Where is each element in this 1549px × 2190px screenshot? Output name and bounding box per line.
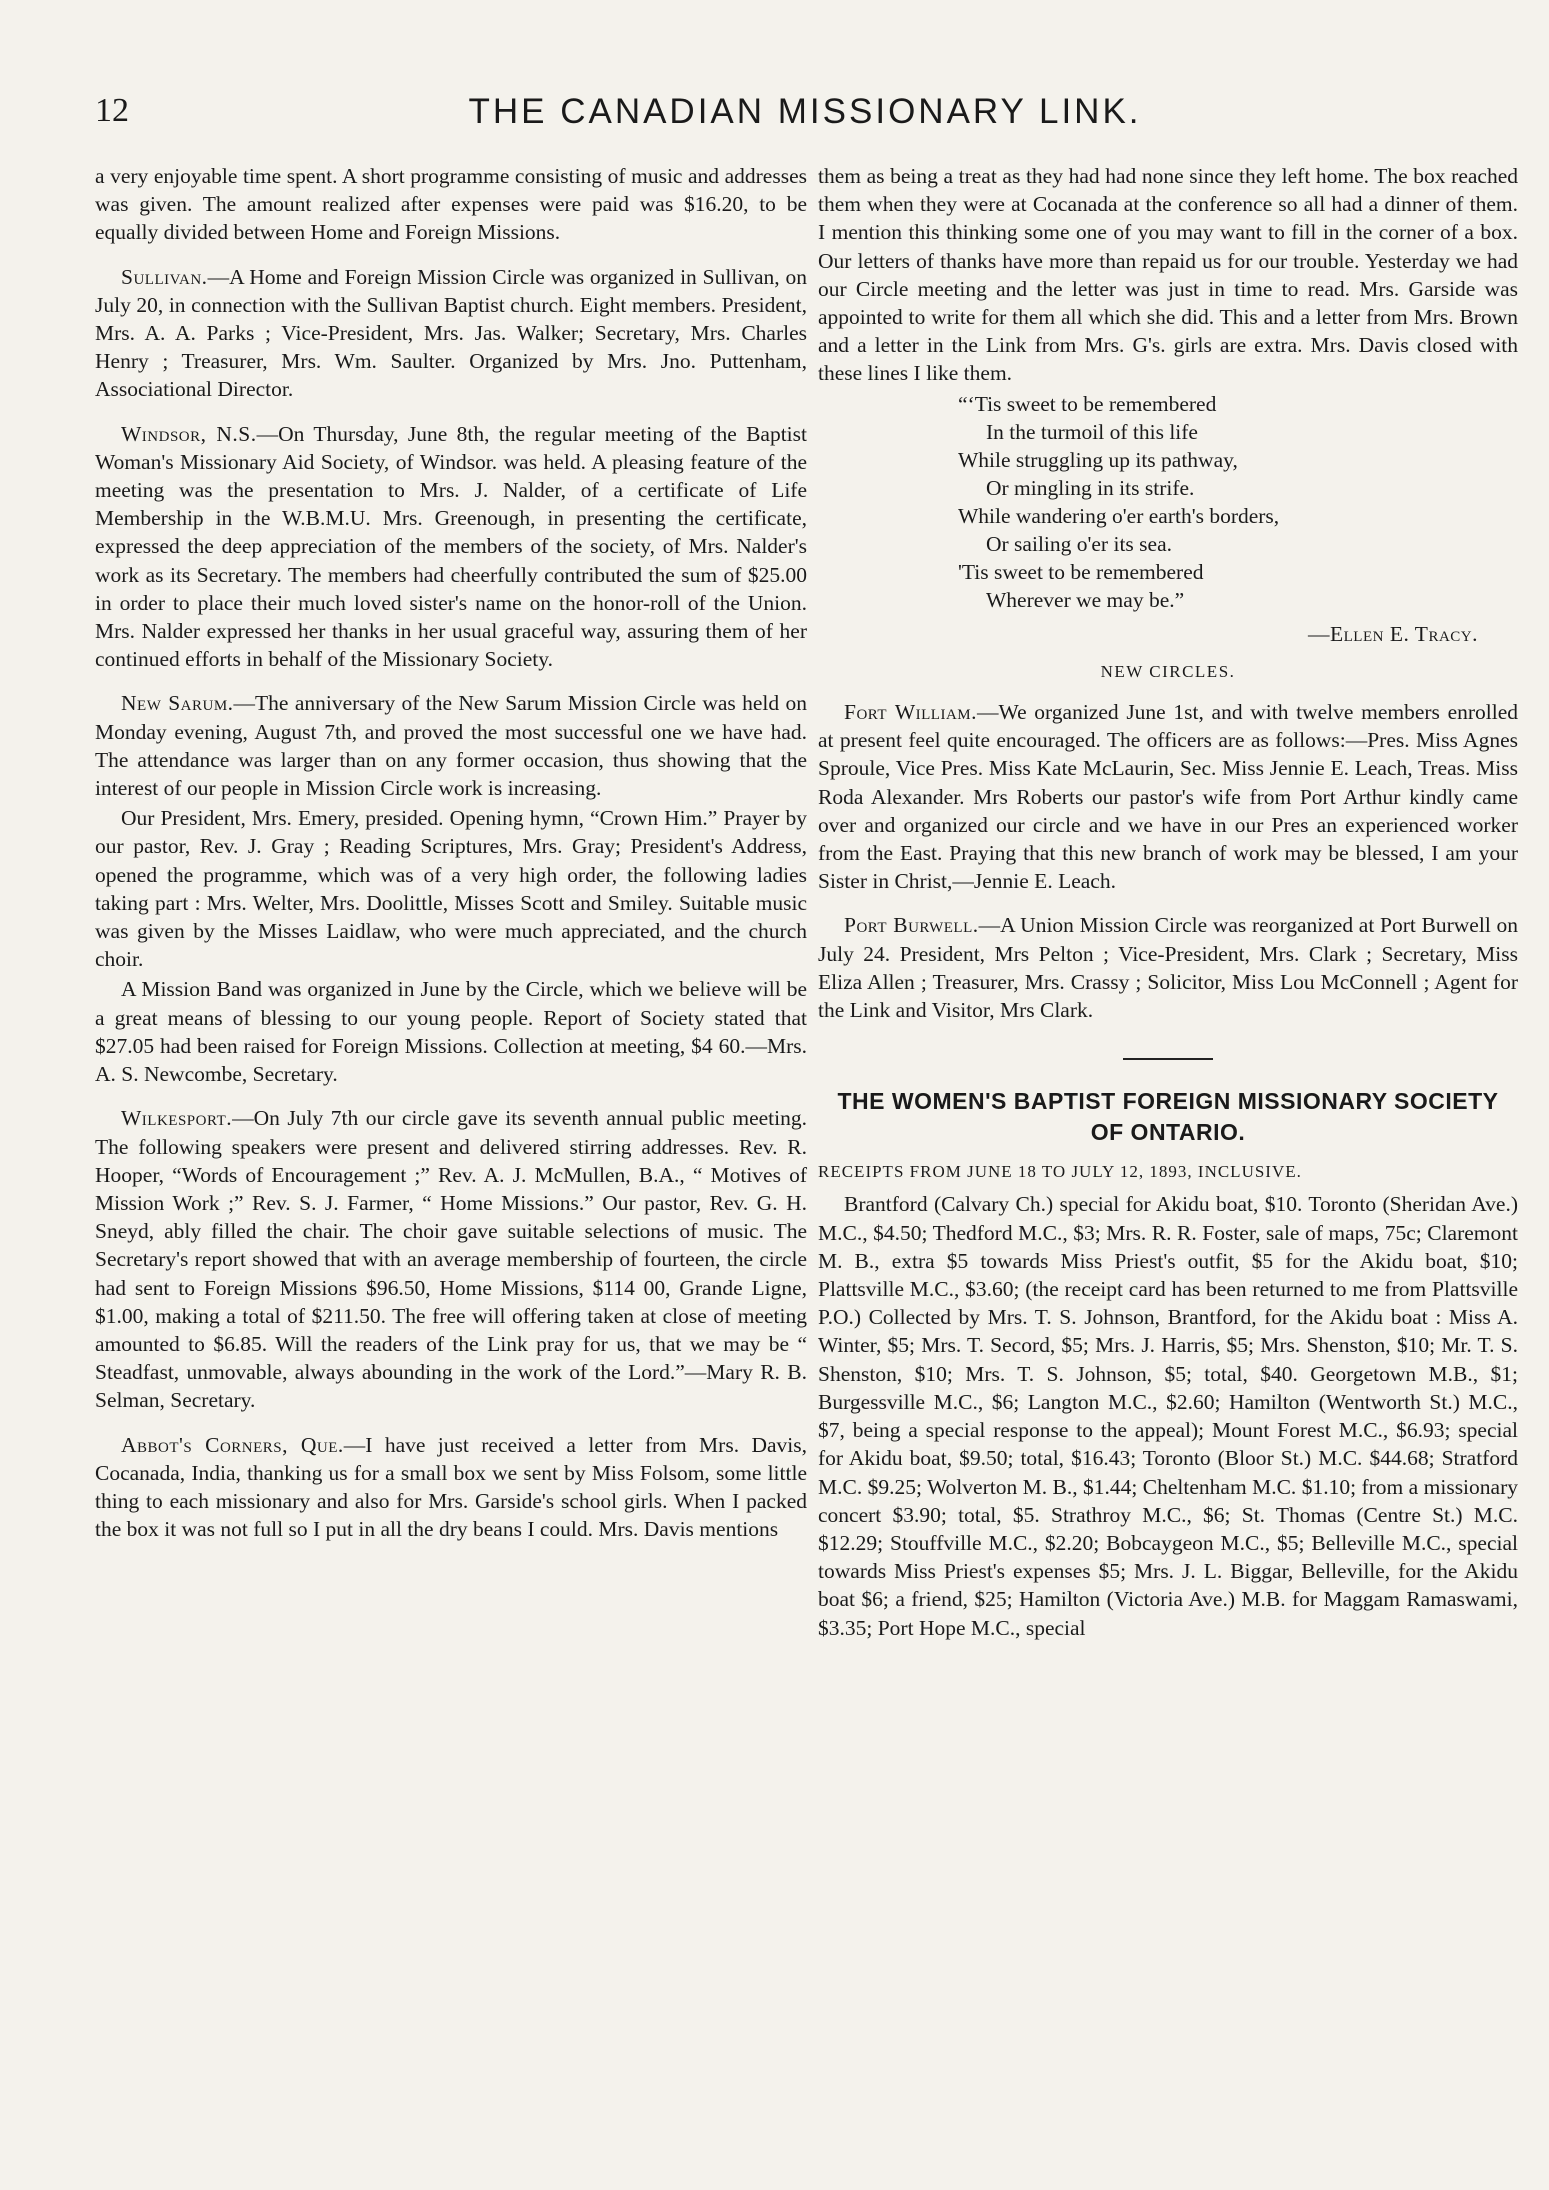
poem-line: “‘Tis sweet to be remembered (958, 391, 1217, 416)
article-paragraph: Our President, Mrs. Emery, presided. Opening hymn, “Crown Him.” Prayer by our pastor, Rev. J. Gray ; Reading Scriptures, Mrs. Gray; President's Address, opened the programme, which was of a very high order, the following ladies taking part : Mrs. Welter, Mrs. Doolittle, Misses Scott and Smiley. Suitable music was given by the Misses Laidlaw, who were much appreciated, and the church choir. (95, 806, 807, 972)
poem-line: Or mingling in its strife. (986, 475, 1195, 500)
place-name: Windsor, N.S. (121, 421, 257, 446)
poem-line: While wandering o'er earth's borders, (958, 503, 1280, 528)
place-name: Abbot's Corners, Que. (121, 1432, 344, 1457)
place-name: Port Burwell. (844, 913, 979, 938)
right-column (818, 162, 1518, 1658)
article-paragraph: them as being a treat as they had had none since they left home. The box reached them when they were at Cocanada at the conference so all had a dinner of them. I mention this thinking some one of you may want to fill in the corner of a box. Our letters of thanks have more than repaid us for our trouble. Yesterday we had our Circle meeting and the letter was just in time to read. Mrs. Garside was appointed to write for them all which she did. This and a letter from Mrs. Brown and a letter in the Link from Mrs. G's. girls are extra. Mrs. Davis closed with these lines I like them. (818, 164, 1518, 386)
article-paragraph: Windsor, N.S.—On Thursday, June 8th, the regular meeting of the Baptist Woman's Missionary Aid Society, of Windsor. was held. A pleasing feature of the meeting was the presentation to Mrs. J. Nalder, of a certificate of Life Membership in the W.B.M.U. Mrs. Greenough, in presenting the certificate, expressed the deep appreciation of the members of the society, of Mrs. Nalder's work as its Secretary. The members had cheerfully contributed the sum of $25.00 in order to place their much loved sister's name on the honor-roll of the Union. Mrs. Nalder expressed her thanks in her usual graceful way, assuring them of her continued efforts in behalf of the Missionary Society. (95, 421, 807, 672)
article-paragraph: Fort William.—We organized June 1st, and with twelve members enrolled at present feel quite encouraged. The officers are as follows:—Pres. Miss Agnes Sproule, Vice Pres. Miss Kate McLaurin, Sec. Miss Jennie E. Leach, Treas. Miss Roda Alexander. Mrs Roberts our pastor's wife from Port Arthur kindly came over and organized our circle and we have in our Pres an experienced worker from the East. Praying that this new branch of work may be blessed, I am your Sister in Christ,—Jennie E. Leach. (818, 700, 1519, 894)
place-name: Sullivan. (121, 264, 208, 289)
poem-line: Wherever we may be.” (986, 587, 1185, 612)
article-paragraph: Port Burwell.—A Union Mission Circle was reorganized at Port Burwell on July 24. President, Mrs Pelton ; Vice-President, Mrs. Clark ; Secretary, Miss Eliza Allen ; Treasurer, Mrs. Crassy ; Solicitor, Miss Lou McConnell ; Agent for the Link and Visitor, Mrs Clark. (818, 913, 1518, 1023)
society-title: THE WOMEN'S BAPTIST FOREIGN MISSIONARY SOCIETY OF ONTARIO. (837, 1088, 1499, 1146)
poem (958, 390, 1518, 614)
article-paragraph: A Mission Band was organized in June by the Circle, which we believe will be a great means of blessing to our young people. Report of Society stated that $27.05 had been raised for Foreign Missions. Collection at meeting, $4 60.—Mrs. A. S. Newcombe, Secretary. (95, 977, 807, 1087)
article-paragraph: Abbot's Corners, Que.—I have just received a letter from Mrs. Davis, Cocanada, India, thanking us for a small box we sent by Miss Folsom, some little thing to each missionary and also for Mrs. Garside's school girls. When I packed the box it was not full so I put in all the dry beans I could. Mrs. Davis mentions (95, 1432, 807, 1542)
section-divider (1123, 1058, 1213, 1060)
poem-line: While struggling up its pathway, (958, 447, 1238, 472)
place-name: Fort William. (844, 700, 977, 725)
page-number: 12 (95, 92, 129, 129)
journal-title: THE CANADIAN MISSIONARY LINK. (468, 92, 1142, 131)
article-paragraph: a very enjoyable time spent. A short programme consisting of music and addresses was given. The amount realized after expenses were paid was $16.20, to be equally divided between Home and Foreign Missions. (95, 164, 807, 245)
article-paragraph: Sullivan.—A Home and Foreign Mission Circle was organized in Sullivan, on July 20, in connection with the Sullivan Baptist church. Eight members. President, Mrs. A. A. Parks ; Vice-President, Mrs. Jas. Walker; Secretary, Mrs. Charles Henry ; Treasurer, Mrs. Wm. Saulter. Organized by Mrs. Jno. Puttenham, Associational Director. (95, 264, 807, 402)
poem-line: Or sailing o'er its sea. (986, 531, 1172, 556)
section-heading-new-circles: NEW CIRCLES. (1100, 661, 1236, 681)
article-paragraph: New Sarum.—The anniversary of the New Sarum Mission Circle was held on Monday evening, August 7th, and proved the most successful one we have had. The attendance was larger than on any former occasion, thus showing that the interest of our people in Mission Circle work is increasing. (95, 691, 807, 801)
place-name: Wilkesport. (121, 1106, 233, 1131)
left-column (95, 162, 807, 1559)
page-header (95, 92, 1515, 132)
poem-line: In the turmoil of this life (986, 419, 1198, 444)
article-paragraph: Wilkesport.—On July 7th our circle gave its seventh annual public meeting. The following speakers were present and delivered stirring addresses. Rev. R. Hooper, “Words of Encouragement ;” Rev. A. J. McMullen, B.A., “ Motives of Mission Work ;” Rev. S. J. Farmer, “ Home Missions.” Our pastor, Rev. G. H. Sneyd, ably filled the chair. The choir gave suitable selections of music. The Secretary's report showed that with an average membership of fourteen, the circle had sent to Foreign Missions $96.50, Home Missions, $114 00, Grande Ligne, $1.00, making a total of $211.50. The free will offering taken at close of meeting amounted to $6.85. Will the readers of the Link pray for us, that we may be “ Steadfast, unmovable, always abounding in the work of the Lord.”—Mary R. B. Selman, Secretary. (95, 1106, 807, 1413)
place-name: New Sarum. (121, 691, 234, 716)
receipts-heading: RECEIPTS FROM JUNE 18 TO JULY 12, 1893, INCLUSIVE. (818, 1162, 1302, 1182)
poem-line: 'Tis sweet to be remembered (958, 559, 1204, 584)
receipts-list: Brantford (Calvary Ch.) special for Akidu boat, $10. Toronto (Sheridan Ave.) M.C., $4.50; Thedford M.C., $3; Mrs. R. R. Foster, sale of maps, 75c; Claremont M. B., extra $5 towards Miss Priest's outfit, $5 for the Akidu boat, $10; Plattsville M.C., $3.60; (the receipt card has been returned to me from Plattsville P.O.) Collected by Mrs. T. S. Johnson, Brantford, for the Akidu boat : Miss A. Winter, $5; Mrs. T. Secord, $5; Mrs. J. Harris, $5; Mrs. Shenston, $10; Mr. T. S. Shenston, $10; Mrs. T. S. Johnson, $5; total, $40. Georgetown M.B., $1; Burgessville M.C., $6; Langton M.C., $2.60; Hamilton (Wentworth St.) M.C., $7, being a special response to the appeal); Mount Forest M.C., $6.93; special for Akidu boat, $9.50; total, $16.43; Toronto (Bloor St.) M.C. $44.68; Stratford M.C. $9.25; Wolverton M. B., $1.44; Cheltenham M.C. $1.10; from a missionary concert $3.90; total, $5. Strathroy M.C., $6; St. Thomas (Centre St.) M.C. $12.29; Stouffville M.C., $2.20; Bobcaygeon M.C., $5; Belleville M.C., special towards Miss Priest's expenses $5; Mrs. J. L. Biggar, Belleville, for the Akidu boat $6; a friend, $25; Hamilton (Victoria Ave.) M.B. for Maggam Ramaswami, $3.35; Port Hope M.C., special (818, 1192, 1518, 1640)
poem-signature: —Ellen E. Tracy. (1307, 621, 1478, 646)
